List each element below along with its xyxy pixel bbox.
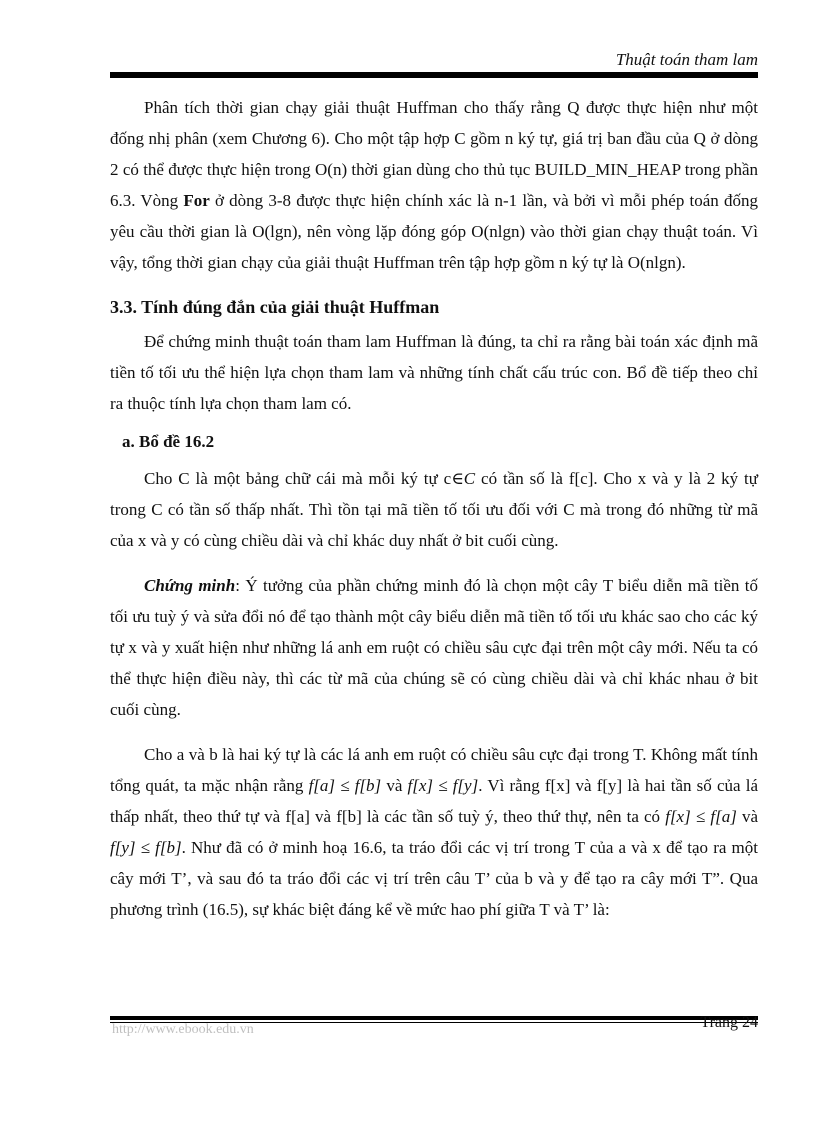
math-symbol: C bbox=[463, 469, 476, 488]
header-title: Thuật toán tham lam bbox=[615, 50, 758, 69]
header-rule bbox=[110, 72, 758, 78]
paragraph-text: có tần số là f[c]. Cho x và y là 2 ký tự trong C có tần số thấp nhất. Thì tồn tại mã tiền tố tối ưu đối với C mà trong đó những từ mã của x và y có cùng chiều dài và chỉ khác duy nhất ở bit cuối cùng. bbox=[110, 469, 758, 550]
paragraph-proof bbox=[110, 570, 758, 725]
paragraph-text: Cho a và b là hai ký tự là các lá anh em ruột có chiều sâu cực đại trong T. Không mất tính tổng quát, ta mặc nhận rằng bbox=[110, 745, 758, 795]
footer-rule bbox=[110, 1016, 758, 1020]
paragraph-text: Phân tích thời gian chạy giải thuật Huffman cho thấy rằng Q được thực hiện như một đống nhị phân (xem Chương 6). Cho một tập hợp C gồm n ký tự, giá trị ban đầu của Q ở dòng 2 có thể được thực hiện trong O(n) thời gian dùng cho thủ tục BUILD_MIN_HEAP trong phần 6.3. Vòng bbox=[110, 98, 758, 210]
paragraph-text: và bbox=[736, 807, 759, 826]
paragraph-text: . Vì rằng f[x] và f[y] là hai tần số của lá thấp nhất, theo thứ tự và f[a] và f[b] là các tần số tuỳ ý, theo thứ thự, nên ta có bbox=[110, 776, 758, 826]
paragraph-text: Cho C là một bảng chữ cái mà mỗi ký tự c∈ bbox=[144, 469, 464, 488]
bold-keyword: For bbox=[183, 191, 210, 210]
math-inequality: f[a] ≤ f[b] bbox=[308, 776, 387, 795]
page-content bbox=[110, 92, 758, 925]
math-inequality: f[x] ≤ f[y] bbox=[407, 776, 479, 795]
paragraph-text: . Như đã có ở minh hoạ 16.6, ta tráo đổi các vị trí trong T của a và x để tạo ra một cây mới T’, và sau đó ta tráo đổi các vị trí trên câu T’ của b và y để tạo ra cây mới T”. Qua phương trình (16.5), sự khác biệt đáng kể về mức hao phí giữa T và T’ là: bbox=[110, 838, 758, 919]
paragraph-runtime-analysis bbox=[110, 92, 758, 278]
paragraph-text: : Ý tưởng của phần chứng minh đó là chọn một cây T biểu diễn mã tiền tố tối ưu tuỳ ý và sửa đổi nó để tạo thành một cây biểu diễn mã tiền tố tối ưu khác sao cho các ký tự x và y xuất hiện như những lá anh em ruột có chiều sâu cực đại trên một cây mới. Nếu ta có thể thực hiện điều này, thì các từ mã của chúng sẽ có cùng chiều dài và chỉ khác nhau ở bit cuối cùng. bbox=[110, 576, 758, 719]
section-heading: 3.3. Tính đúng đắn của giải thuật Huffman bbox=[110, 297, 440, 317]
footer-url: http://www.ebook.edu.vn bbox=[112, 1022, 254, 1037]
paragraph-text: và bbox=[386, 776, 408, 795]
paragraph-correctness-intro: Để chứng minh thuật toán tham lam Huffman là đúng, ta chỉ ra rằng bài toán xác định mã tiền tố tối ưu thể hiện lựa chọn tham lam và những tính chất cấu trúc con. Bổ đề tiếp theo chỉ ra thuộc tính lựa chọn tham lam có. bbox=[110, 332, 758, 413]
subheading-lemma: a. Bổ đề 16.2 bbox=[122, 432, 215, 451]
paragraph-text: ở dòng 3-8 được thực hiện chính xác là n-1 lần, và bởi vì mỗi phép toán đống yêu cầu thời gian là O(lgn), nên vòng lặp đóng góp O(nlgn) vào thời gian chạy thuật toán. Vì vậy, tổng thời gian chạy của giải thuật Huffman trên tập hợp gồm n ký tự là O(nlgn). bbox=[110, 191, 758, 272]
math-inequality: f[x] ≤ f[a] bbox=[665, 807, 737, 826]
paragraph-lemma bbox=[110, 463, 758, 556]
proof-label: Chứng minh bbox=[144, 576, 236, 595]
math-inequality: f[y] ≤ f[b] bbox=[110, 838, 182, 857]
page-number: Trang 24 bbox=[700, 1014, 758, 1031]
paragraph-swap bbox=[110, 739, 758, 925]
